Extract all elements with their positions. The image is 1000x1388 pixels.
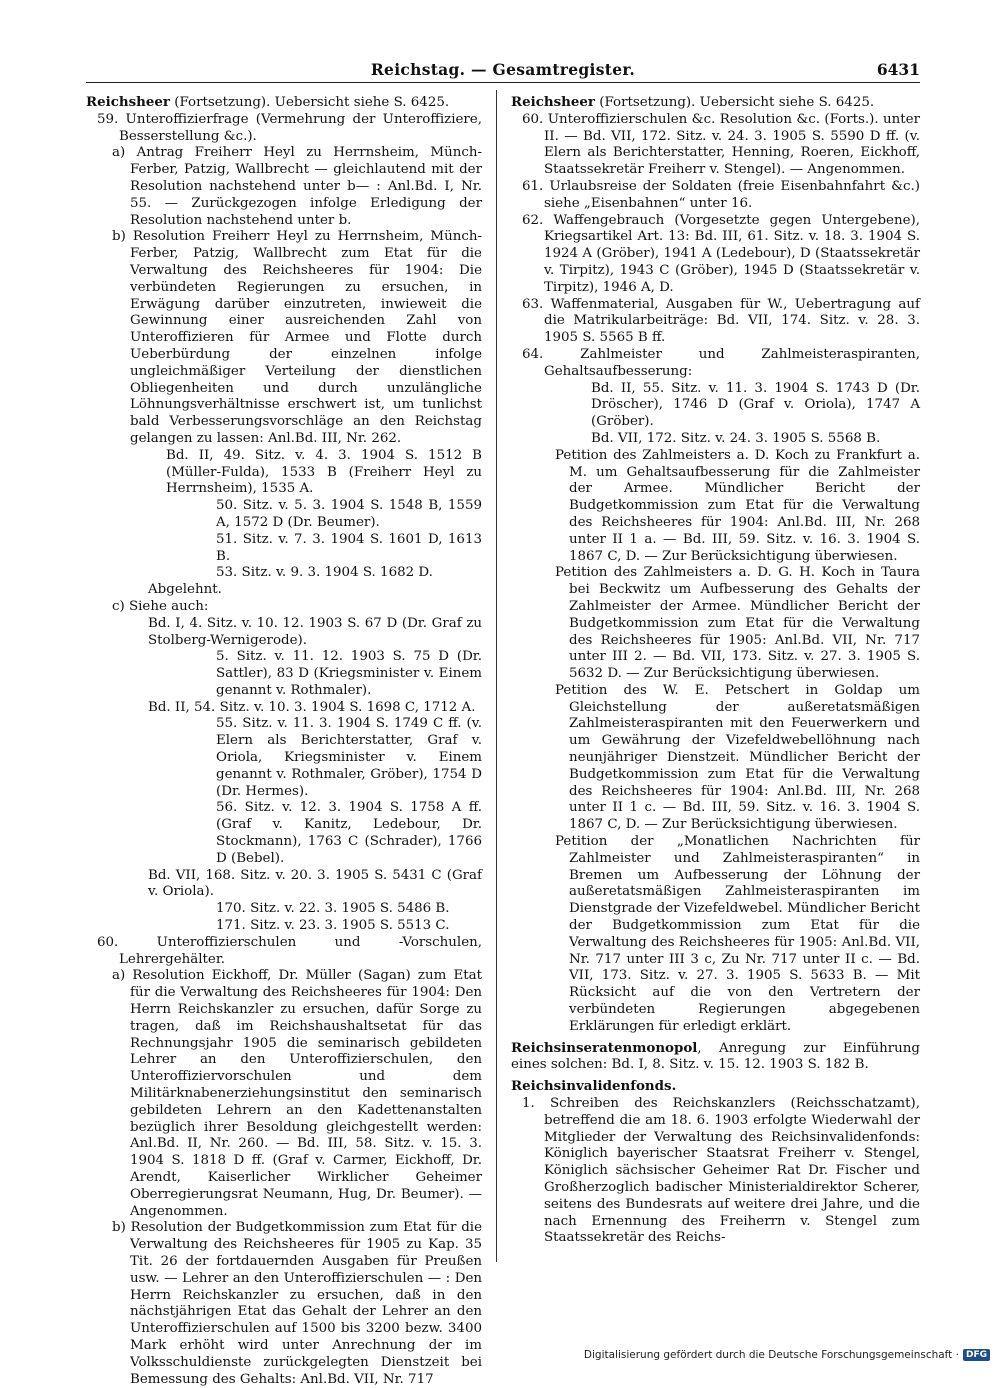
register-entry <box>511 834 920 1036</box>
entry-text: (Fortsetzung). Uebersicht siehe S. 6425. <box>595 95 875 110</box>
footer-text: Digitalisierung gefördert durch die Deutsche Forschungsgemeinschaft · <box>583 1349 959 1361</box>
entry-text: Petition der „Monatlichen Nachrichten für Zahlmeister und Zahlmeisteraspiranten“ in Bremen um Aufbesserung der Löhnung der außeretatsmäßigen Zahlmeisteraspiranten im Dienstgrade der Vizefeldwebel. Mündlicher Bericht der Budgetkommission zum Etat für die Verwaltung des Reichsheeres für 1905: Anl.Bd. VII, Nr. 717 unter III 3 c, Zu Nr. 717 unter II c. — Bd. VII, 173. Sitz. v. 27. 3. 1905 S. 5633 B. — Mit Rücksicht auf die von den Vertretern der verbündeten Regierungen abgegebenen Erklärungen für erledigt erklärt. <box>555 834 920 1034</box>
register-entry <box>86 700 482 717</box>
entry-text: 56. Sitz. v. 12. 3. 1904 S. 1758 A ff. (Graf v. Kanitz, Ledebour, Dr. Stockmann), 1763 C (Schrader), 1766 D (Bebel). <box>216 800 482 866</box>
entry-text: 170. Sitz. v. 22. 3. 1905 S. 5486 B. <box>216 901 450 917</box>
register-entry <box>511 381 920 431</box>
entry-text: b) Resolution Freiherr Heyl zu Herrnsheim, Münch-Ferber, Patzig, Wallbrecht zum Etat für die Verwaltung des Reichsheeres für 1904: Die verbündeten Regierungen zu ersuchen, in Erwägung darüber einzutreten, inwieweit die Gewinnung einer ausreichenden Zahl von Unteroffizieren für Armee und Flotte durch Ueberbürdung der einzelnen infolge ungleichmäßiger Verteilung der dienstlichen Obliegenheiten und durch unzulängliche Löhnungsverhältnisse erschwert ist, um tunlichst bald Verbesserungsvorschläge an den Reichstag gelangen zu lassen: Anl.Bd. III, Nr. 262. <box>112 229 482 446</box>
entry-text: 62. Waffengebrauch (Vorgesetzte gegen Untergebene), Kriegsartikel Art. 13: Bd. III, 61. Sitz. v. 18. 3. 1904 S. 1924 A (Gröber), 1941 A (Ledebour), D (Staatssekretär v. Tirpitz), 1943 C (Gröber), 1945 D (Staatssekretär v. Tirpitz), 1946 A, D. <box>522 212 920 295</box>
register-entry <box>511 179 920 213</box>
register-entry <box>511 1078 920 1096</box>
entry-text: 171. Sitz. v. 23. 3. 1905 S. 5513 C. <box>216 918 450 934</box>
register-entry <box>86 616 482 650</box>
register-entry <box>86 649 482 699</box>
register-entry <box>86 448 482 498</box>
register-entry <box>511 297 920 347</box>
entry-text: Bd. VII, 168. Sitz. v. 20. 3. 1905 S. 5431 C (Graf v. Oriola). <box>148 867 482 900</box>
register-entry <box>86 716 482 800</box>
running-title: Reichstag. — Gesamtregister. <box>370 60 636 79</box>
register-entry <box>86 901 482 918</box>
dfg-logo: DFG <box>963 1349 990 1361</box>
entry-text: 1. Schreiben des Reichskanzlers (Reichsschatzamt), betreffend die am 18. 6. 1903 erfolgte Wiederwahl der Mitglieder der Verwaltung des Reichsinvalidenfonds: Königlich bayerischer Staatsrat Freiherr v. Stengel, Königlich sächsischer Geheimer Rat Dr. Fischer und Großherzoglich badischer Ministerialdirektor Scherer, seitens des Bundesrats auf weitere drei Jahre, und die nach Ernennung des Freiherrn v. Stengel zum Staatssekretär des Reichs- <box>522 1096 920 1246</box>
register-entry <box>86 800 482 867</box>
register-entry <box>511 347 920 381</box>
register-entry <box>86 498 482 532</box>
entry-heading: Reichsheer <box>86 94 170 110</box>
register-entry <box>86 229 482 447</box>
register-entry <box>86 565 482 582</box>
page-number: 6431 <box>876 60 920 79</box>
entry-text: 61. Urlaubsreise der Soldaten (freie Eisenbahnfahrt &c.) siehe „Eisenbahnen“ unter 16. <box>522 178 920 211</box>
entry-text: 55. Sitz. v. 11. 3. 1904 S. 1749 C ff. (v. Elern als Berichterstatter, Graf v. Oriola, Kriegsminister v. Einem genannt v. Rothmaler, Gröber), 1754 D (Dr. Hermes). <box>216 716 482 799</box>
register-entry <box>86 599 482 616</box>
entry-text: , Anregung zur Einführung eines solchen: Bd. I, 8. Sitz. v. 15. 12. 1903 S. 182 B. <box>511 1040 920 1073</box>
entry-text: Abgelehnt. <box>148 582 222 598</box>
entry-text: 53. Sitz. v. 9. 3. 1904 S. 1682 D. <box>216 565 433 581</box>
register-entry <box>86 145 482 229</box>
register-entry <box>86 968 482 1220</box>
register-entry <box>511 213 920 297</box>
entry-text: Bd. VII, 172. Sitz. v. 24. 3. 1905 S. 5568 B. <box>591 430 881 446</box>
entry-text: b) Resolution der Budgetkommission zum Etat für die Verwaltung des Reichsheeres für 1905 zu Kap. 35 Tit. 26 der fortdauernden Ausgaben für Preußen usw. — Lehrer an den Unteroffizierschulen — : Den Herrn Reichskanzler zu ersuchen, daß in den nächstjährigen Etat das Gehalt der Lehrer an den Unteroffizierschulen auf 1500 bis 3200 bezw. 3400 Mark erhöht wird unter Anrechnung der im Volksschuldienste zurückgelegten Dienstzeit bei Bemessung des Gehalts: Anl.Bd. VII, Nr. 717 <box>112 1220 482 1387</box>
register-entry <box>86 582 482 599</box>
left-column <box>86 94 482 1388</box>
entry-text: 60. Unteroffizierschulen und -Vorschulen, Lehrergehälter. <box>97 934 482 967</box>
register-entry <box>86 532 482 566</box>
right-column <box>511 94 920 1247</box>
entry-text: Bd. II, 54. Sitz. v. 10. 3. 1904 S. 1698 C, 1712 A. <box>148 699 476 715</box>
register-entry <box>86 94 482 112</box>
footer-credit <box>584 1349 990 1361</box>
entry-text: 63. Waffenmaterial, Ausgaben für W., Uebertragung auf die Matrikularbeiträge: Bd. VII, 174. Sitz. v. 28. 3. 1905 S. 5565 B ff. <box>522 296 920 346</box>
entry-text: 51. Sitz. v. 7. 3. 1904 S. 1601 D, 1613 B. <box>216 531 482 564</box>
entry-text: Petition des Zahlmeisters a. D. G. H. Koch in Taura bei Beckwitz um Aufbesserung des Gehalts der Zahlmeister der Armee. Mündlicher Bericht der Budgetkommission zum Etat für die Verwaltung des Reichsheeres für 1905: Anl.Bd. VII, Nr. 717 unter III 2. — Bd. VII, 173. Sitz. v. 27. 3. 1905 S. 5632 D. — Zur Berücksichtigung überwiesen. <box>555 565 920 682</box>
register-entry <box>511 431 920 448</box>
register-entry <box>86 868 482 902</box>
register-entry <box>511 1040 920 1075</box>
entry-text: c) Siehe auch: <box>112 598 209 614</box>
page-header <box>86 58 920 83</box>
entry-heading: Reichsinseratenmonopol <box>511 1039 698 1056</box>
entry-text: a) Antrag Freiherr Heyl zu Herrnsheim, Münch-Ferber, Patzig, Wallbrecht — gleichlautend mit der Resolution nachstehend unter b— : Anl.Bd. I, Nr. 55. — Zurückgezogen infolge Erledigung der Resolution nachstehend unter b. <box>112 145 482 228</box>
entry-text: 64. Zahlmeister und Zahlmeisteraspiranten, Gehaltsaufbesserung: <box>522 346 920 379</box>
register-entry <box>86 112 482 146</box>
register-entry <box>511 565 920 683</box>
register-entry <box>511 94 920 112</box>
entry-text: Bd. I, 4. Sitz. v. 10. 12. 1903 S. 67 D (Dr. Graf zu Stolberg-Wernigerode). <box>148 615 482 648</box>
entry-text: 5. Sitz. v. 11. 12. 1903 S. 75 D (Dr. Sattler), 83 D (Kriegsminister v. Einem genannt v. Rothmaler). <box>216 649 482 698</box>
entry-heading: Reichsinvalidenfonds. <box>511 1078 677 1095</box>
entry-text: Petition des W. E. Petschert in Goldap um Gleichstellung der außeretatsmäßigen Zahlmeisteraspiranten mit den Feuerwerkern und um Gewährung der Vizefeldwebellöhnung nach neunjähriger Dienstzeit. Mündlicher Bericht der Budgetkommission zum Etat für die Verwaltung des Reichsheeres für 1904: Anl.Bd. III, Nr. 268 unter II 1 c. — Bd. III, 59. Sitz. v. 16. 3. 1904 S. 1867 C, D. — Zur Berücksichtigung überwiesen. <box>555 682 920 833</box>
entry-heading: Reichsheer <box>511 94 595 110</box>
register-entry <box>511 448 920 566</box>
register-entry <box>86 918 482 935</box>
entry-text: Bd. II, 49. Sitz. v. 4. 3. 1904 S. 1512 B (Müller-Fulda), 1533 B (Freiherr Heyl zu Herrnsheim), 1535 A. <box>166 447 482 497</box>
register-entry <box>511 1096 920 1247</box>
entry-text: (Fortsetzung). Uebersicht siehe S. 6425. <box>170 95 450 110</box>
entry-text: 50. Sitz. v. 5. 3. 1904 S. 1548 B, 1559 A, 1572 D (Dr. Beumer). <box>216 498 482 530</box>
entry-text: Petition des Zahlmeisters a. D. Koch zu Frankfurt a. M. um Gehaltsaufbesserung für die Zahlmeister der Armee. Mündlicher Bericht der Budgetkommission zum Etat für die Verwaltung des Reichsheeres für 1904: Anl.Bd. III, Nr. 268 unter II 1 a. — Bd. III, 59. Sitz. v. 16. 3. 1904 S. 1867 C, D. — Zur Berücksichtigung überwiesen. <box>555 447 920 564</box>
entry-text: a) Resolution Eickhoff, Dr. Müller (Sagan) zum Etat für die Verwaltung des Reichsheeres für 1904: Den Herrn Reichskanzler zu ersuchen, dafür Sorge zu tragen, daß im Reichshaushaltsetat für das Rechnungsjahr 1905 die seminarisch gebildeten Lehrer an den Unteroffizierschulen, den Unteroffiziervorschulen und dem Militärknabenerziehungsinstitut den seminarisch gebildeten Lehrern an den Kadettenanstalten bezüglich ihrer Besoldung gleichgestellt werden: Anl.Bd. II, Nr. 260. — Bd. III, 58. Sitz. v. 15. 3. 1904 S. 1818 D ff. (Graf v. Carmer, Eickhoff, Dr. Arendt, Kaiserlicher Wirklicher Geheimer Oberregierungsrat Neumann, Hug, Dr. Beumer). — Angenommen. <box>112 968 482 1219</box>
register-entry <box>86 1220 482 1388</box>
register-entry <box>511 683 920 834</box>
entry-text: 59. Unteroffizierfrage (Vermehrung der Unteroffiziere, Besserstellung &c.). <box>97 111 482 144</box>
column-divider <box>496 90 497 1262</box>
entry-text: 60. Unteroffizierschulen &c. Resolution &c. (Forts.). unter II. — Bd. VII, 172. Sitz. v. 24. 3. 1905 S. 5590 D ff. (v. Elern als Berichterstatter, Henning, Roeren, Eickhoff, Staatssekretär Freiherr v. Stengel). — Angenommen. <box>522 111 920 178</box>
register-entry <box>511 112 920 179</box>
entry-text: Bd. II, 55. Sitz. v. 11. 3. 1904 S. 1743 D (Dr. Dröscher), 1746 D (Graf v. Oriola), 1747 A (Gröber). <box>591 380 920 430</box>
register-entry <box>86 935 482 969</box>
